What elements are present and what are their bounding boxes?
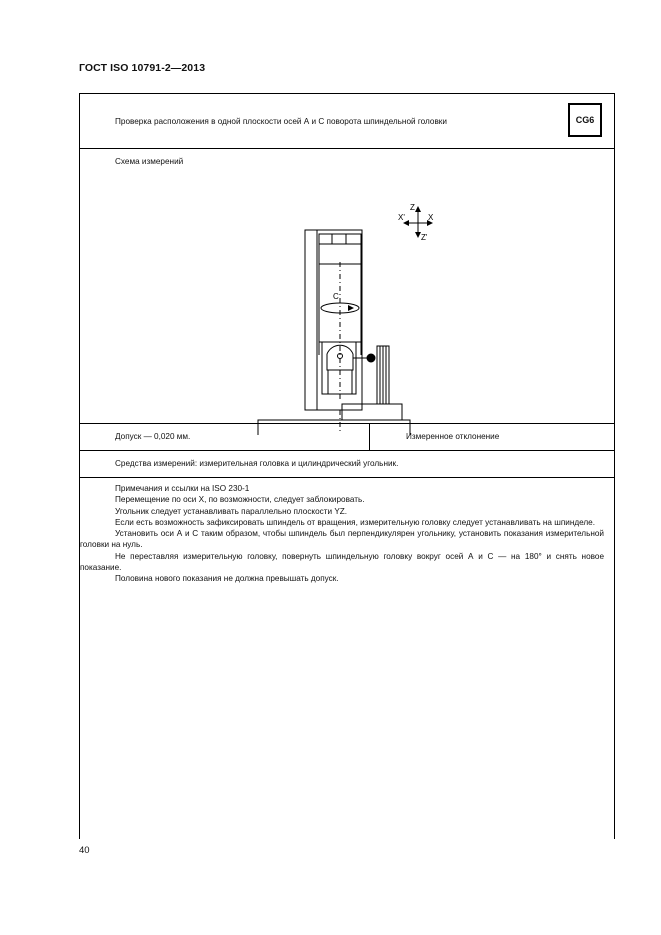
tools-row — [80, 450, 614, 478]
tolerance-row — [80, 423, 614, 451]
axis-z-prime-label: Z' — [421, 233, 428, 242]
measurement-diagram — [250, 170, 450, 435]
machine-column — [305, 230, 362, 410]
notes-block — [80, 483, 604, 585]
note-line: Не переставляя измерительную головку, повернуть шпиндельную головку вокруг осей А и С — на 180° и снять новое показание. — [80, 551, 604, 573]
note-line: Угольник следует устанавливать параллельно плоскости YZ. — [115, 506, 348, 516]
axis-x-prime-label: X' — [398, 213, 405, 222]
column-divider — [369, 423, 370, 450]
scheme-row — [80, 148, 614, 424]
axis-x-label: X — [428, 213, 434, 222]
check-card — [79, 93, 615, 839]
workpiece-base — [342, 404, 402, 420]
note-line: Установить оси А и С таким образом, чтобы шпиндель был перпендикулярен угольнику, установить показания измерительной головки на нуль. — [80, 529, 604, 550]
check-title: Проверка расположения в одной плоскости осей А и С поворота шпиндельной головки — [115, 117, 447, 126]
measurement-tools: Средства измерений: измерительная головка и цилиндрический угольник. — [115, 459, 399, 468]
standard-header: ГОСТ ISO 10791-2—2013 — [79, 62, 206, 74]
title-row — [80, 94, 614, 149]
ram-slide — [319, 234, 361, 244]
dial-gauge — [367, 354, 375, 362]
notes-heading: Примечания и ссылки на ISO 230-1 — [115, 484, 250, 493]
scheme-label: Схема измерений — [115, 157, 184, 166]
note-line: Перемещение по оси X, по возможности, следует заблокировать. — [115, 495, 365, 505]
note-line: Если есть возможность зафиксировать шпиндель от вращения, измерительную головку следует устанавливать на шпинделе. — [115, 517, 596, 527]
check-code-badge: CG6 — [568, 103, 602, 137]
axis-z-label: Z — [410, 203, 415, 212]
tolerance-label: Допуск — 0,020 мм. — [115, 432, 191, 441]
measured-deviation-label: Измеренное отклонение — [406, 432, 500, 441]
rotation-c-label: C — [333, 292, 339, 301]
note-line: Половина нового показания не должна превышать допуск. — [115, 574, 339, 584]
page-number: 40 — [79, 845, 90, 856]
